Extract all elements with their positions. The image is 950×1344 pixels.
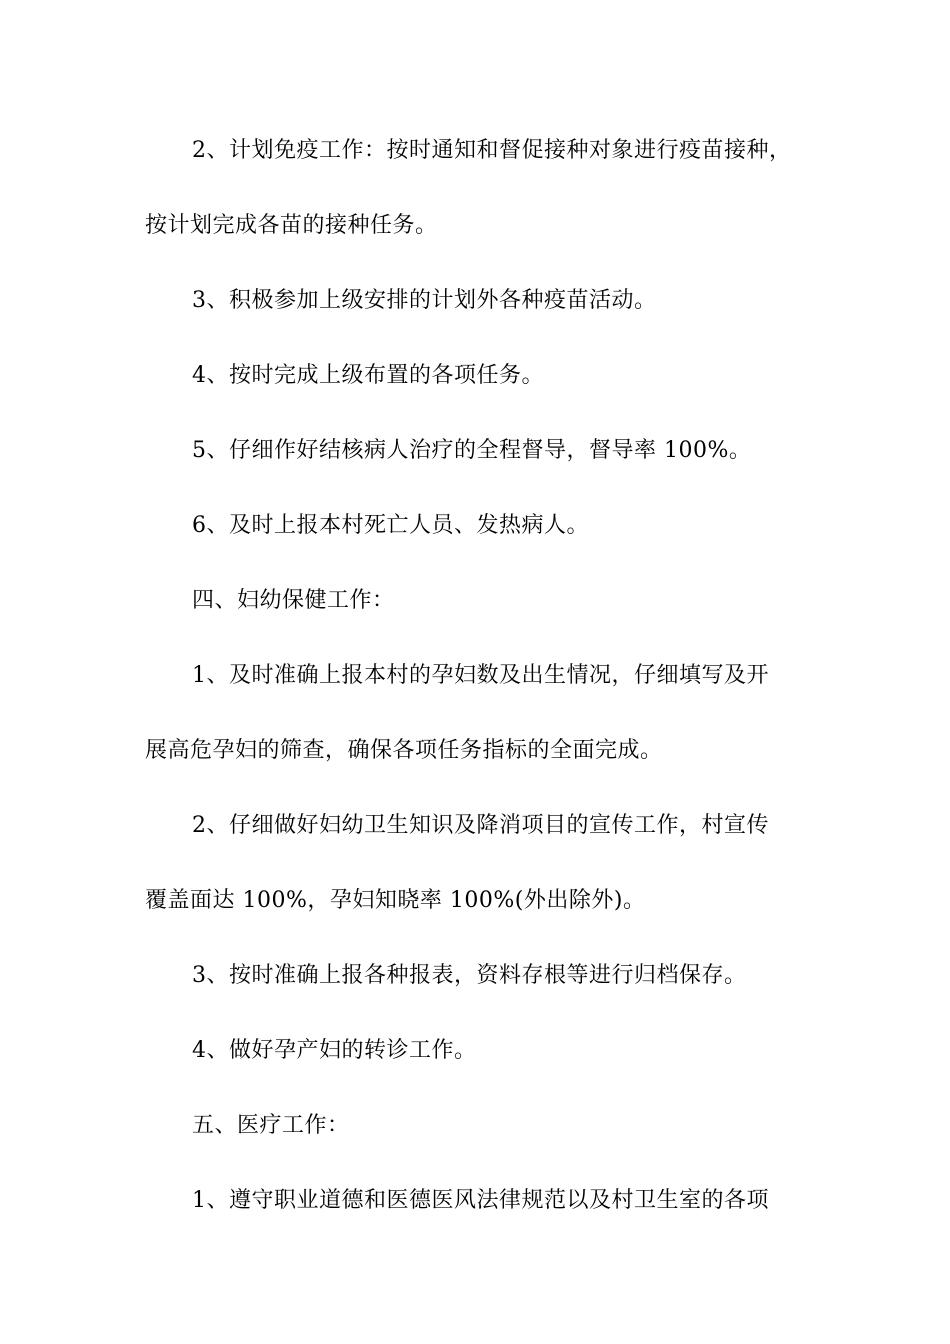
paragraph-line: 1、及时准确上报本村的孕妇数及出生情况，仔细填写及开 [192, 663, 769, 688]
paragraph-line: 覆盖面达 100%，孕妇知晓率 100%(外出除外)。 [145, 888, 646, 913]
paragraph-line: 4、做好孕产妇的转诊工作。 [192, 1038, 477, 1063]
section-heading: 五、医疗工作： [192, 1113, 350, 1138]
paragraph-line: 2、仔细做好妇幼卫生知识及降消项目的宣传工作，村宣传 [192, 813, 769, 838]
paragraph-line: 1、遵守职业道德和医德医风法律规范以及村卫生室的各项 [192, 1188, 769, 1213]
paragraph-line: 3、按时准确上报各种报表，资料存根等进行归档保存。 [192, 963, 747, 988]
paragraph-line: 展高危孕妇的筛查，确保各项任务指标的全面完成。 [145, 738, 663, 763]
paragraph-line: 5、仔细作好结核病人治疗的全程督导，督导率 100%。 [192, 438, 752, 463]
paragraph-line: 2、计划免疫工作：按时通知和督促接种对象进行疫苗接种， [192, 138, 792, 163]
paragraph-line: 3、积极参加上级安排的计划外各种疫苗活动。 [192, 288, 657, 313]
paragraph-line: 4、按时完成上级布置的各项任务。 [192, 363, 544, 388]
section-heading: 四、妇幼保健工作： [192, 588, 395, 613]
paragraph-line: 按计划完成各苗的接种任务。 [145, 213, 438, 238]
paragraph-line: 6、及时上报本村死亡人员、发热病人。 [192, 513, 589, 538]
